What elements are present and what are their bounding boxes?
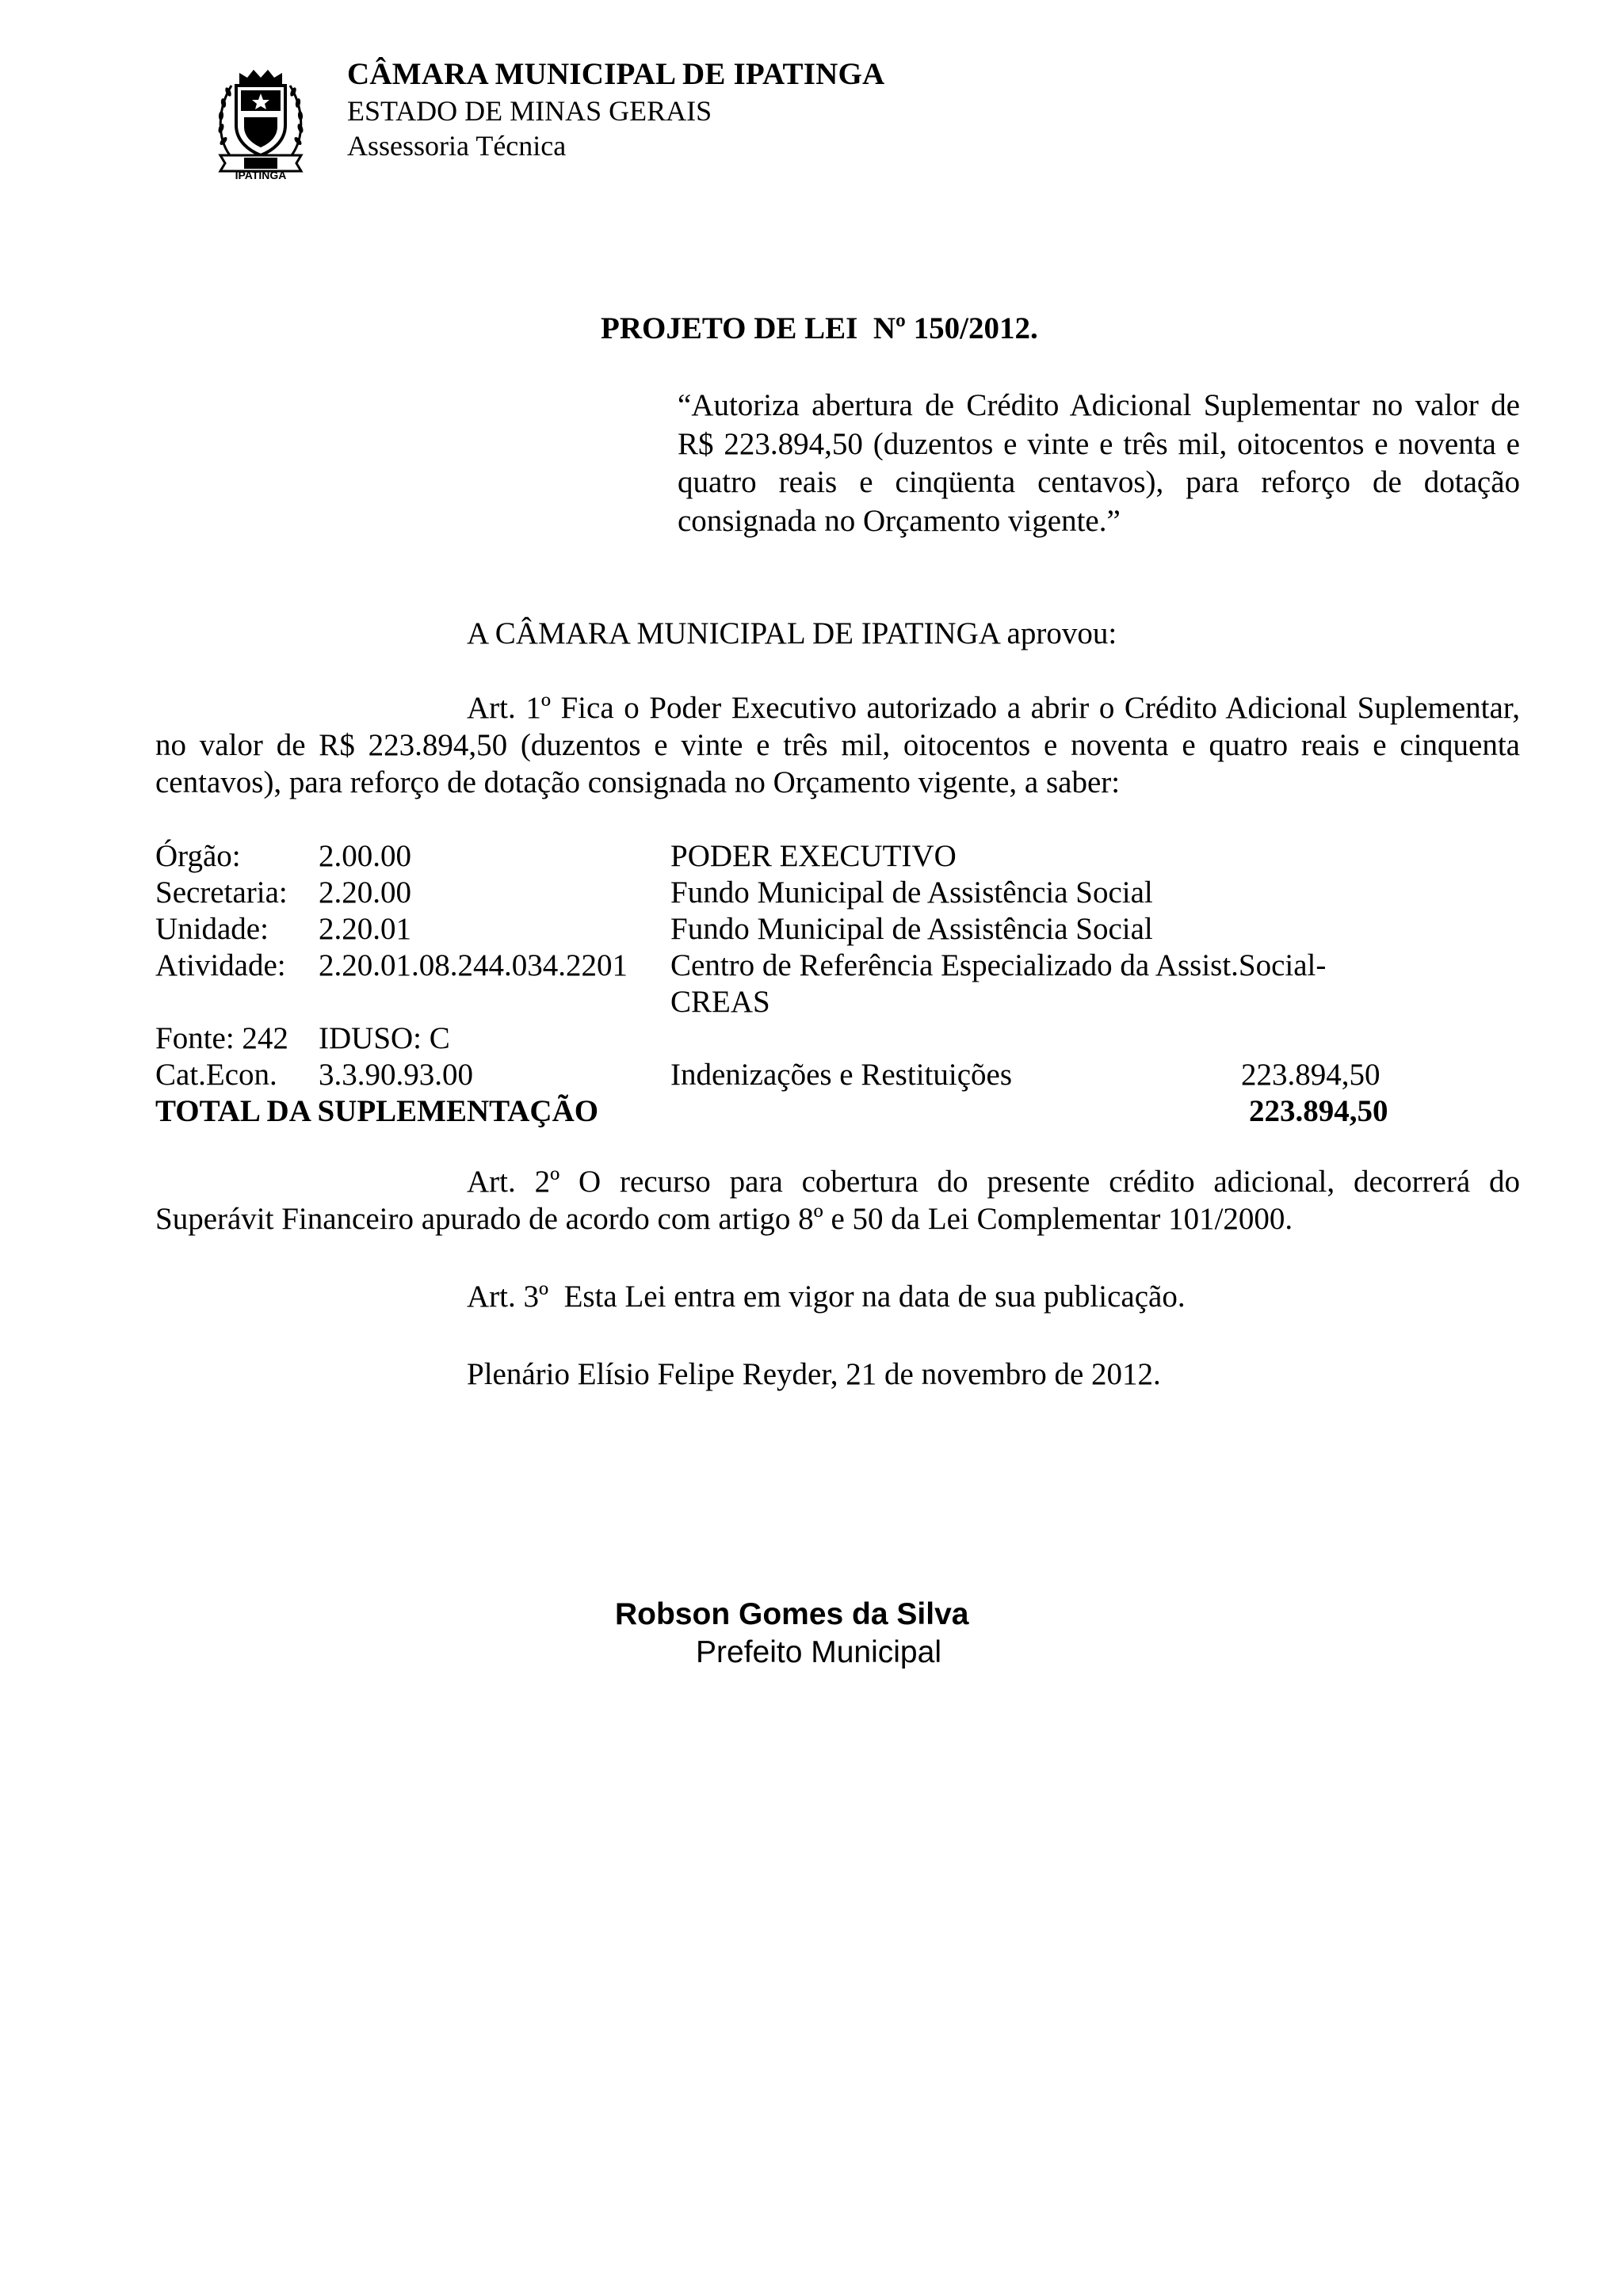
budget-row-unidade xyxy=(155,911,1392,948)
row-description: Centro de Referência Especializado da Assist.Social- xyxy=(670,948,1327,982)
signatory-role: Prefeito Municipal xyxy=(696,1635,941,1669)
department-name: Assessoria Técnica xyxy=(347,130,567,162)
row-code: 2.00.00 xyxy=(319,839,411,873)
total-label: TOTAL DA SUPLEMENTAÇÃO xyxy=(155,1094,599,1128)
place-and-date: Plenário Elísio Felipe Reyder, 21 de novembro de 2012. xyxy=(467,1357,1161,1391)
article-3: Art. 3º Esta Lei entra em vigor na data de sua publicação. xyxy=(467,1280,1186,1314)
budget-row-atividade xyxy=(155,948,1392,984)
row-description-continued: CREAS xyxy=(670,985,770,1019)
svg-text:IPATINGA: IPATINGA xyxy=(235,169,287,181)
budget-row-cat-econ xyxy=(155,1057,1392,1093)
row-description: Fundo Municipal de Assistência Social xyxy=(670,875,1153,910)
municipal-coat-of-arms-icon xyxy=(212,62,309,181)
signatory-name: Robson Gomes da Silva xyxy=(615,1597,969,1631)
row-code: IDUSO: C xyxy=(319,1021,450,1055)
bill-summary: “Autoriza abertura de Crédito Adicional Suplementar no valor de R$ 223.894,50 (duzentos e vinte e três mil, oitocentos e noventa e quatro reais e cinqüenta centavos), para reforço de dotação consignada no Orçamento vigente.” xyxy=(678,388,1520,538)
letterhead xyxy=(347,55,884,163)
row-code: 3.3.90.93.00 xyxy=(319,1058,473,1092)
row-code: 2.20.01.08.244.034.2201 xyxy=(319,948,628,982)
row-label: Cat.Econ. xyxy=(155,1058,277,1092)
enacting-clause: A CÂMARA MUNICIPAL DE IPATINGA aprovou: xyxy=(467,616,1117,650)
budget-row-total xyxy=(155,1093,1392,1130)
row-label: Fonte: 242 xyxy=(155,1021,288,1055)
row-code: 2.20.00 xyxy=(319,875,411,910)
budget-allocation-table xyxy=(155,838,1392,1130)
budget-row-orgao xyxy=(155,838,1392,875)
row-description: Fundo Municipal de Assistência Social xyxy=(670,912,1153,946)
institution-name: CÂMARA MUNICIPAL DE IPATINGA xyxy=(347,57,885,91)
row-code: 2.20.01 xyxy=(319,912,411,946)
row-description: PODER EXECUTIVO xyxy=(670,839,957,873)
budget-row-fonte xyxy=(155,1020,1392,1057)
budget-row-secretaria xyxy=(155,875,1392,911)
total-amount: 223.894,50 xyxy=(1249,1094,1388,1128)
row-description: Indenizações e Restituições xyxy=(670,1058,1012,1092)
budget-row-atividade-cont xyxy=(155,984,1392,1020)
row-label: Atividade: xyxy=(155,948,286,982)
row-label: Unidade: xyxy=(155,912,269,946)
state-name: ESTADO DE MINAS GERAIS xyxy=(347,95,712,127)
bill-title: PROJETO DE LEI Nº 150/2012. xyxy=(601,311,1038,345)
row-label: Secretaria: xyxy=(155,875,288,910)
row-label: Órgão: xyxy=(155,839,241,873)
article-1: Art. 1º Fica o Poder Executivo autorizado a abrir o Crédito Adicional Suplementar, no valor de R$ 223.894,50 (duzentos e vinte e três mil, oitocentos e noventa e quatro reais e cinquenta centavos), para reforço de dotação consignada no Orçamento vigente, a saber: xyxy=(155,691,1520,799)
row-amount: 223.894,50 xyxy=(1241,1058,1381,1092)
article-2: Art. 2º O recurso para cobertura do presente crédito adicional, decorrerá do Superávit Financeiro apurado de acordo com artigo 8º e 50 da Lei Complementar 101/2000. xyxy=(155,1165,1520,1236)
